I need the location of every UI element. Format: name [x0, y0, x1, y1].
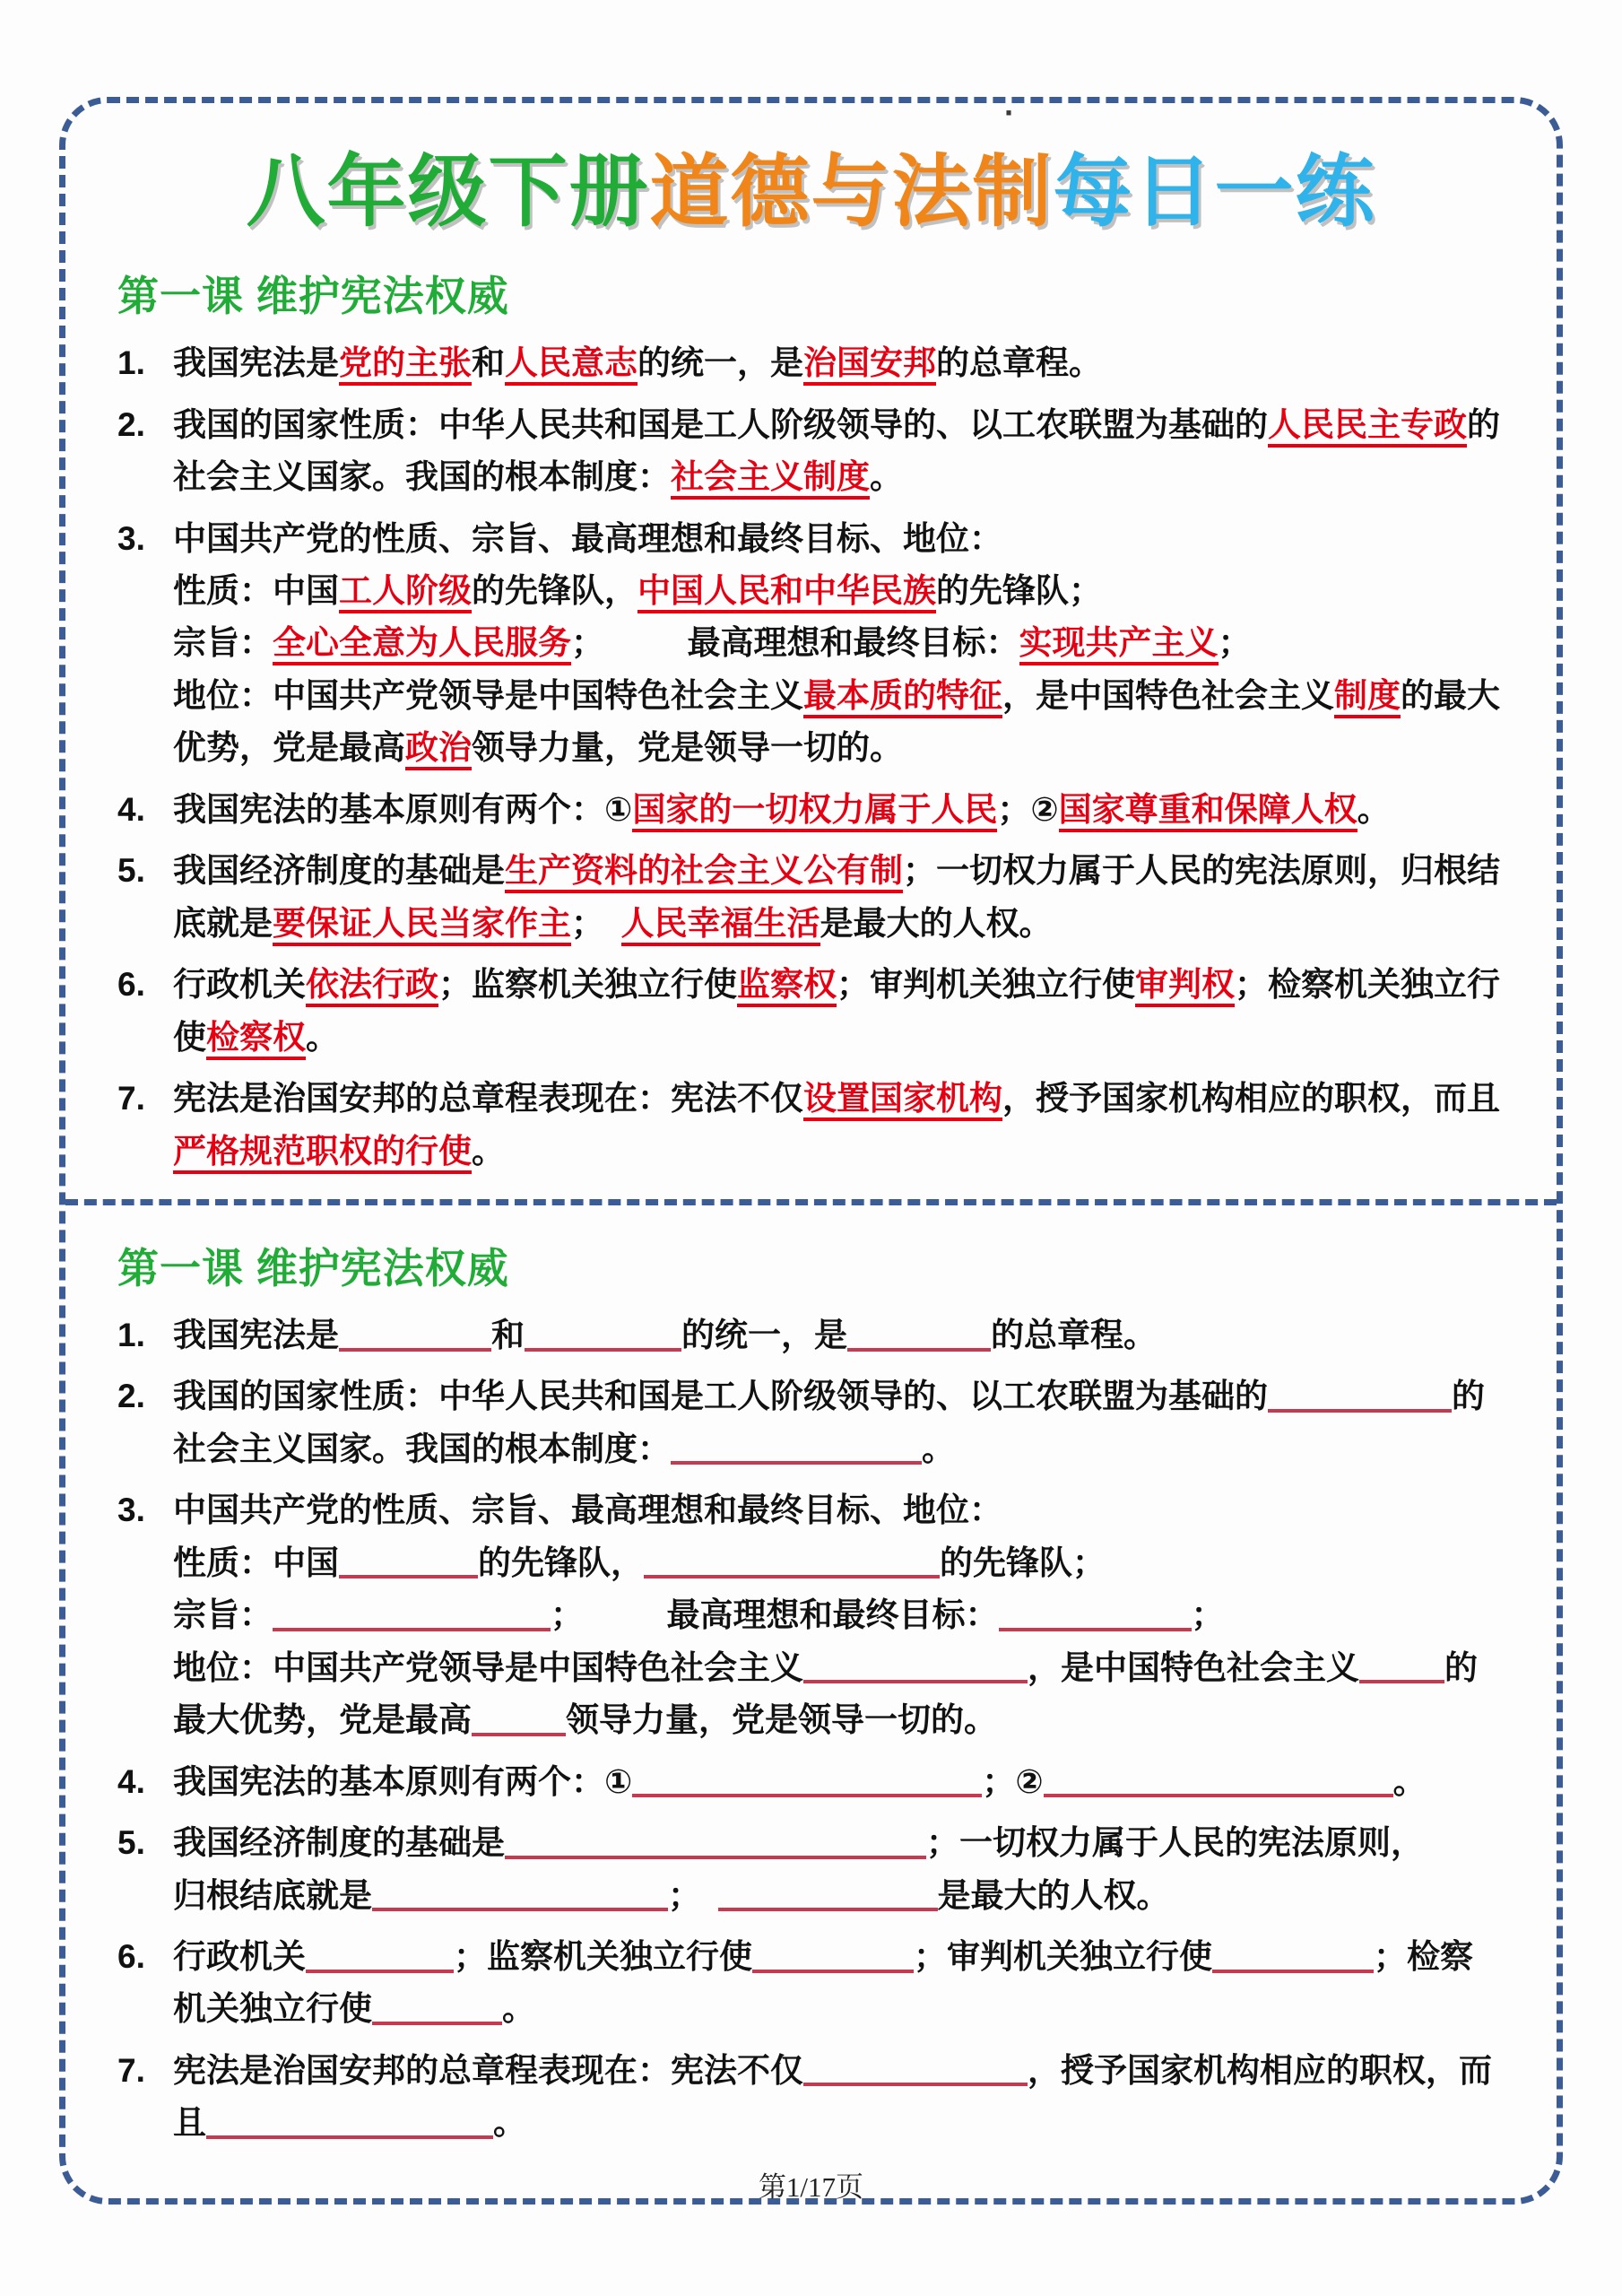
- item-content: [173, 959, 1505, 1064]
- text-run: 的社会主义国家。我国的根本制度：: [173, 1378, 1485, 1467]
- list-item: [117, 513, 1505, 775]
- item-number: 6.: [117, 966, 145, 1004]
- text-run: 宗旨：: [173, 624, 273, 662]
- blank-line: [1212, 1936, 1374, 1973]
- text-run: ；: [1191, 1596, 1225, 1634]
- page-footer: 第1/17页: [758, 2170, 864, 2203]
- blank-line: [306, 1936, 454, 1973]
- blank-line: [803, 1647, 1028, 1683]
- text-run: 我国经济制度的基础是: [173, 1824, 505, 1862]
- section-answers: [117, 251, 1505, 1187]
- item-content: [173, 845, 1505, 950]
- text-run: 的先锋队，: [478, 1544, 644, 1581]
- text-run: 宪法是治国安邦的总章程表现在：宪法不仅: [173, 1080, 803, 1118]
- item-paragraph: [173, 617, 1505, 669]
- item-paragraph: [173, 1073, 1505, 1178]
- blank-line: [632, 1761, 982, 1797]
- item-paragraph: [173, 565, 1505, 617]
- text-run: ；审判机关独立行使: [837, 966, 1135, 1004]
- item-number: 5.: [117, 852, 145, 890]
- text-run: 行政机关: [173, 1937, 306, 1975]
- text-run: 的统一，是: [638, 344, 803, 382]
- item-paragraph: [173, 1309, 1505, 1361]
- section-blanks: [117, 1223, 1505, 2159]
- text-run: ； 最高理想和最终目标：: [551, 1596, 999, 1634]
- item-number: 2.: [117, 1378, 145, 1415]
- text-run: 和: [491, 1316, 525, 1353]
- text-run: 我国的国家性质：中华人民共和国是工人阶级领导的、以工农联盟为基础的: [173, 405, 1268, 443]
- title-segment-practice: 每日一练: [1053, 147, 1376, 236]
- text-run: 是最大的人权。: [937, 1876, 1170, 1914]
- text-run: ；: [1218, 624, 1252, 662]
- answer-highlight: 国家的一切权力属于人民: [632, 791, 997, 832]
- answer-highlight: 党的主张: [339, 344, 472, 386]
- list-item: [117, 399, 1505, 504]
- item-paragraph: [173, 784, 1505, 836]
- text-run: 。: [922, 1430, 955, 1467]
- section-heading: 第一课 维护宪法权威: [117, 273, 509, 320]
- answer-highlight: 监察权: [737, 966, 837, 1007]
- text-run: 的先锋队，: [472, 572, 638, 609]
- text-run: ；②: [997, 790, 1059, 828]
- answer-highlight: 治国安邦: [803, 344, 936, 386]
- text-run: ，是中国特色社会主义: [1028, 1648, 1359, 1686]
- text-run: 。: [502, 1990, 535, 2028]
- answer-highlight: 中国人民和中华民族: [638, 572, 936, 613]
- item-content: [173, 1817, 1505, 1922]
- item-number: 1.: [117, 344, 145, 382]
- blank-line: [1268, 1376, 1452, 1413]
- item-number: 5.: [117, 1824, 145, 1862]
- blank-line: [372, 1874, 668, 1911]
- list-item: [117, 845, 1505, 950]
- list-item: [117, 1073, 1505, 1178]
- answers-item-list: [117, 337, 1505, 1178]
- answer-highlight: 制度: [1334, 677, 1401, 718]
- item-content: [173, 337, 1505, 389]
- text-run: ；监察机关独立行使: [438, 966, 737, 1004]
- list-item: [117, 1931, 1505, 2036]
- blank-line: [803, 2049, 1028, 2086]
- text-run: ；审判机关独立行使: [914, 1937, 1212, 1975]
- text-run: ；: [668, 1876, 718, 1914]
- text-run: 我国宪法的基本原则有两个：①: [173, 790, 633, 828]
- text-run: 宗旨：: [173, 1596, 273, 1634]
- item-paragraph: [173, 513, 1505, 565]
- item-number: 4.: [117, 1762, 145, 1800]
- text-run: 宪法是治国安邦的总章程表现在：宪法不仅: [173, 2051, 803, 2089]
- answer-highlight: 检察权: [206, 1019, 306, 1060]
- text-run: 归根结底就是: [173, 1876, 372, 1914]
- item-paragraph: [173, 399, 1505, 504]
- item-paragraph: [173, 1870, 1505, 1922]
- item-paragraph: [173, 670, 1505, 775]
- text-run: 中国共产党的性质、宗旨、最高理想和最终目标、地位：: [173, 1492, 1002, 1529]
- item-paragraph: [173, 1817, 1505, 1869]
- text-run: 。: [1392, 1762, 1427, 1800]
- text-run: 地位：中国共产党领导是中国特色社会主义: [173, 1648, 803, 1686]
- text-run: 。: [870, 458, 903, 496]
- text-run: 中国共产党的性质、宗旨、最高理想和最终目标、地位：: [173, 519, 1002, 557]
- text-run: 性质：中国: [173, 572, 339, 609]
- text-run: 的最大优势，党是最高: [173, 676, 1500, 767]
- item-number: 3.: [117, 1492, 145, 1529]
- text-run: 我国宪法是: [173, 344, 339, 382]
- text-run: 我国宪法是: [173, 1316, 339, 1353]
- text-run: ；检察机关独立行使: [173, 966, 1500, 1056]
- blank-line: [847, 1315, 991, 1352]
- item-content: [173, 1073, 1505, 1178]
- section-heading: 第一课 维护宪法权威: [117, 1244, 509, 1292]
- item-paragraph: [173, 1931, 1505, 2036]
- stray-dot-mark: ·: [1004, 94, 1015, 131]
- text-run: ； 最高理想和最终目标：: [571, 624, 1019, 662]
- item-content: [173, 1370, 1505, 1475]
- answer-highlight: 要保证人民当家作主: [273, 905, 571, 946]
- list-item: [117, 337, 1505, 389]
- answer-highlight: 全心全意为人民服务: [273, 624, 571, 665]
- blank-line: [671, 1428, 922, 1465]
- list-item: [117, 1370, 1505, 1475]
- text-run: ，是中国特色社会主义: [1002, 676, 1334, 714]
- item-paragraph: [173, 1589, 1505, 1641]
- answer-highlight: 审判权: [1135, 966, 1235, 1007]
- blanks-item-list: [117, 1309, 1505, 2150]
- text-run: 我国经济制度的基础是: [173, 852, 505, 890]
- section-divider: [65, 1199, 1557, 1205]
- answer-highlight: 设置国家机构: [803, 1080, 1002, 1121]
- item-paragraph: [173, 1642, 1505, 1747]
- text-run: ；一切权力属于人民的宪法原则，: [926, 1824, 1424, 1862]
- blank-line: [718, 1874, 938, 1911]
- text-run: ；检察机关独立行使: [173, 1937, 1473, 2028]
- blank-line: [339, 1542, 478, 1578]
- item-content: [173, 2045, 1505, 2150]
- answer-highlight: 人民意志: [505, 344, 638, 386]
- blank-line: [1044, 1761, 1393, 1797]
- blank-line: [372, 1988, 502, 2025]
- list-item: [117, 2045, 1505, 2150]
- text-run: 的社会主义国家。我国的根本制度：: [173, 405, 1500, 496]
- answer-highlight: 社会主义制度: [671, 458, 870, 500]
- list-item: [117, 784, 1505, 836]
- list-item: [117, 1309, 1505, 1361]
- item-number: 2.: [117, 405, 145, 443]
- answer-highlight: 人民幸福生活: [621, 905, 820, 946]
- dashed-border-frame: [59, 94, 1563, 2205]
- blank-line: [339, 1315, 491, 1352]
- answer-highlight: 严格规范职权的行使: [173, 1133, 472, 1174]
- item-paragraph: [173, 845, 1505, 950]
- text-run: 的先锋队；: [936, 572, 1102, 609]
- text-run: 的总章程。: [936, 344, 1102, 382]
- text-run: ；②: [982, 1762, 1044, 1800]
- item-paragraph: [173, 959, 1505, 1064]
- title-segment-subject: 道德与法制: [649, 147, 1054, 236]
- blank-line: [472, 1700, 566, 1736]
- text-run: 我国的国家性质：中华人民共和国是工人阶级领导的、以工农联盟为基础的: [173, 1378, 1268, 1415]
- item-paragraph: [173, 337, 1505, 389]
- answer-highlight: 工人阶级: [339, 572, 472, 613]
- text-run: ，授予国家机构相应的职权，而且: [173, 2051, 1492, 2142]
- list-item: [117, 1484, 1505, 1746]
- page-title: [117, 146, 1505, 237]
- text-run: ，授予国家机构相应的职权，而且: [1002, 1080, 1500, 1118]
- text-run: 领导力量，党是领导一切的。: [566, 1701, 997, 1739]
- answer-highlight: 生产资料的社会主义公有制: [505, 852, 903, 893]
- text-run: 的最大优势，党是最高: [173, 1648, 1478, 1739]
- answer-highlight: 政治: [405, 729, 472, 770]
- item-content: [173, 1931, 1505, 2036]
- blank-line: [752, 1936, 914, 1973]
- item-content: [173, 1484, 1505, 1746]
- item-content: [173, 513, 1505, 775]
- item-content: [173, 399, 1505, 504]
- text-run: 。: [1357, 790, 1391, 828]
- text-run: 。: [493, 2104, 526, 2142]
- text-run: 地位：中国共产党领导是中国特色社会主义: [173, 676, 803, 714]
- item-number: 6.: [117, 1937, 145, 1975]
- answer-highlight: 实现共产主义: [1019, 624, 1219, 665]
- text-run: 我国宪法的基本原则有两个：①: [173, 1762, 633, 1800]
- text-run: ；一切权力属于人民的宪法原则，归根结底就是: [173, 852, 1500, 942]
- item-content: [173, 784, 1505, 836]
- answer-highlight: 国家尊重和保障人权: [1059, 791, 1357, 832]
- item-content: [173, 1756, 1505, 1808]
- list-item: [117, 1817, 1505, 1922]
- item-paragraph: [173, 1370, 1505, 1475]
- text-run: 性质：中国: [173, 1544, 339, 1581]
- text-run: 是最大的人权。: [820, 904, 1053, 942]
- text-run: 领导力量，党是领导一切的。: [472, 729, 903, 767]
- text-run: 。: [472, 1132, 505, 1170]
- title-segment-grade: 八年级下册: [246, 147, 650, 236]
- item-paragraph: [173, 2045, 1505, 2150]
- blank-line: [273, 1595, 551, 1631]
- blank-line: [1359, 1647, 1444, 1683]
- item-number: 3.: [117, 519, 145, 557]
- text-run: 行政机关: [173, 966, 306, 1004]
- answer-highlight: 最本质的特征: [803, 677, 1002, 718]
- item-paragraph: [173, 1484, 1505, 1536]
- answer-highlight: 人民民主专政: [1268, 406, 1467, 448]
- item-number: 7.: [117, 2051, 145, 2089]
- text-run: 的总章程。: [991, 1316, 1157, 1353]
- item-paragraph: [173, 1537, 1505, 1589]
- blank-line: [505, 1822, 926, 1859]
- item-paragraph: [173, 1756, 1505, 1808]
- text-run: 的先锋队；: [940, 1544, 1106, 1581]
- list-item: [117, 959, 1505, 1064]
- text-run: ；监察机关独立行使: [454, 1937, 752, 1975]
- list-item: [117, 1756, 1505, 1808]
- item-number: 4.: [117, 790, 145, 828]
- blank-line: [206, 2102, 493, 2139]
- blank-line: [525, 1315, 681, 1352]
- item-number: 1.: [117, 1316, 145, 1353]
- text-run: 。: [306, 1018, 339, 1056]
- answer-highlight: 依法行政: [306, 966, 438, 1007]
- blank-line: [999, 1595, 1192, 1631]
- text-run: 和: [472, 344, 505, 382]
- item-number: 7.: [117, 1080, 145, 1118]
- item-content: [173, 1309, 1505, 1361]
- blank-line: [644, 1542, 940, 1578]
- text-run: ；: [571, 904, 621, 942]
- text-run: 的统一，是: [681, 1316, 847, 1353]
